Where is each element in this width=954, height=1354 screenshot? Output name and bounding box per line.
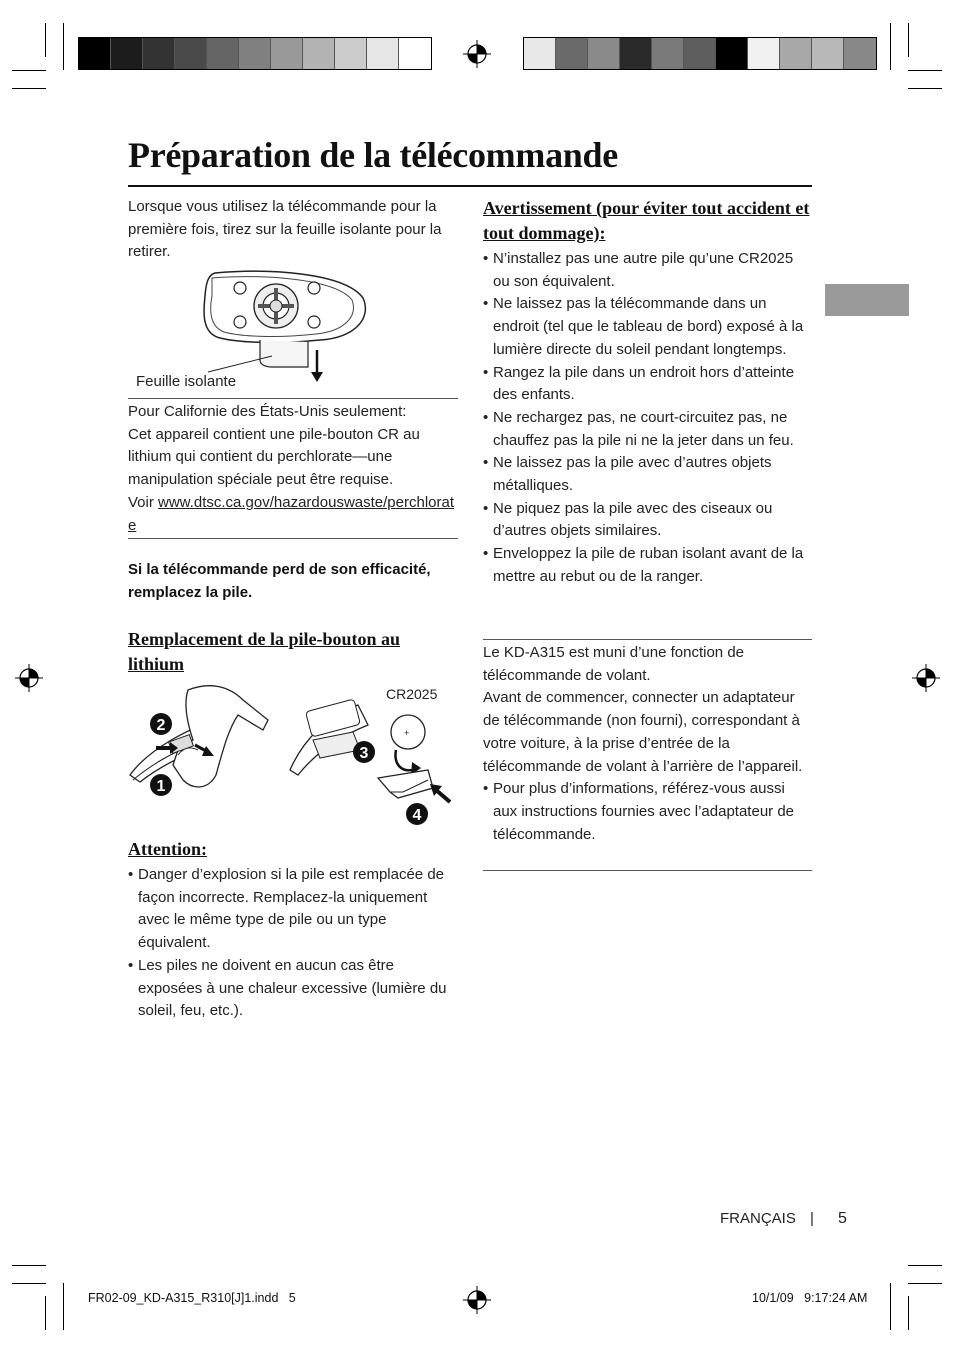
warning-item: • Ne piquez pas la pile avec des ciseaux ou d’autres objets similaires. bbox=[483, 498, 813, 543]
color-swatch bbox=[812, 38, 844, 69]
color-swatch bbox=[399, 38, 431, 69]
california-voir-line bbox=[128, 492, 458, 537]
warning-heading: Avertissement (pour éviter tout accident et tout dommage): bbox=[483, 198, 810, 243]
replacement-heading: Remplacement de la pile-bouton au lithium bbox=[128, 629, 400, 674]
step-1-badge bbox=[150, 774, 172, 796]
crop-mark bbox=[908, 70, 942, 71]
crop-mark bbox=[12, 1265, 46, 1266]
crop-mark bbox=[63, 23, 64, 70]
footer-separator: | bbox=[810, 1210, 814, 1227]
registration-mark-icon bbox=[912, 664, 940, 692]
steering-list bbox=[483, 778, 813, 846]
voir-label: Voir bbox=[128, 493, 159, 511]
attention-list bbox=[128, 864, 458, 1023]
section-tab-marker bbox=[825, 284, 909, 316]
step-2-number: 2 bbox=[156, 717, 166, 734]
step-3-badge bbox=[353, 741, 375, 763]
color-swatch bbox=[652, 38, 684, 69]
warning-item: • Rangez la pile dans un endroit hors d’atteinte des enfants. bbox=[483, 362, 813, 407]
warning-item: • Ne laissez pas la pile avec d’autres objets métalliques. bbox=[483, 452, 813, 497]
color-swatch bbox=[716, 38, 748, 69]
color-swatch bbox=[207, 38, 239, 69]
battery-type-label: CR2025 bbox=[386, 686, 438, 702]
color-swatch bbox=[524, 38, 556, 69]
divider bbox=[128, 538, 458, 539]
step-1-number: 1 bbox=[156, 778, 166, 795]
color-swatch bbox=[588, 38, 620, 69]
battery-replacement-illustration bbox=[128, 680, 458, 830]
california-line1: Pour Californie des États-Unis seulement: bbox=[128, 403, 407, 420]
crop-mark bbox=[908, 88, 942, 89]
color-swatch bbox=[748, 38, 780, 69]
color-calibration-bar-left bbox=[78, 37, 432, 70]
crop-mark bbox=[63, 1283, 64, 1330]
color-swatch bbox=[367, 38, 399, 69]
step-4-number: 4 bbox=[412, 807, 422, 824]
step-3-number: 3 bbox=[359, 745, 369, 762]
color-swatch bbox=[335, 38, 367, 69]
divider bbox=[483, 639, 812, 640]
crop-mark bbox=[908, 1296, 909, 1330]
crop-mark bbox=[45, 23, 46, 57]
registration-mark-icon bbox=[15, 664, 43, 692]
crop-mark bbox=[908, 23, 909, 57]
attention-item: • Les piles ne doivent en aucun cas être exposées à une chaleur excessive (lumière du soleil, feu, etc.). bbox=[128, 955, 458, 1023]
color-swatch bbox=[175, 38, 207, 69]
color-swatch bbox=[111, 38, 143, 69]
title-rule bbox=[128, 185, 812, 187]
color-swatch bbox=[844, 38, 876, 69]
crop-mark bbox=[12, 70, 46, 71]
steering-remote-section bbox=[483, 642, 813, 846]
crop-mark bbox=[12, 88, 46, 89]
steering-item: • Pour plus d’informations, référez-vous aussi aux instructions fournies avec l’adaptateur de télécommande. bbox=[483, 778, 813, 846]
page-number: 5 bbox=[838, 1210, 847, 1227]
color-swatch bbox=[780, 38, 812, 69]
warning-item: • Enveloppez la pile de ruban isolant avant de la mettre au rebut ou de la ranger. bbox=[483, 543, 813, 588]
remote-insulating-sheet-illustration bbox=[128, 268, 378, 388]
color-swatch bbox=[620, 38, 652, 69]
intro-paragraph: Lorsque vous utilisez la télécommande pour la première fois, tirez sur la feuille isolante pour la retirer. bbox=[128, 198, 442, 261]
efficiency-note: Si la télécommande perd de son efficacité, remplacez la pile. bbox=[128, 561, 431, 601]
color-swatch bbox=[79, 38, 111, 69]
step-4-badge bbox=[406, 803, 428, 825]
color-swatch bbox=[303, 38, 335, 69]
california-notice bbox=[128, 401, 458, 537]
attention-item: • Danger d’explosion si la pile est remplacée de façon incorrecte. Remplacez-la uniquement avec le même type de pile ou un type équivalent. bbox=[128, 864, 458, 955]
page-title: Préparation de la télécommande bbox=[128, 135, 618, 175]
warning-item: • N’installez pas une autre pile qu’une CR2025 ou son équivalent. bbox=[483, 248, 813, 293]
print-slug-file: FR02-09_KD-A315_R310[J]1.indd 5 bbox=[88, 1291, 296, 1305]
attention-heading: Attention: bbox=[128, 839, 207, 859]
crop-mark bbox=[890, 1283, 891, 1330]
crop-mark bbox=[908, 1265, 942, 1266]
color-swatch bbox=[684, 38, 716, 69]
california-body: Cet appareil contient une pile-bouton CR au lithium qui contient du perchlorate—une manipulation spéciale peut être requise. bbox=[128, 425, 420, 489]
steering-paragraph-2: Avant de commencer, connecter un adaptateur de télécommande (non fourni), correspondant à votre voiture, à la prise d’entrée de la télécommande de volant à l’arrière de l’appareil. bbox=[483, 689, 803, 775]
crop-mark bbox=[45, 1296, 46, 1330]
crop-mark bbox=[890, 23, 891, 70]
registration-mark-icon bbox=[463, 1286, 491, 1314]
color-swatch bbox=[239, 38, 271, 69]
perchlorate-link[interactable]: www.dtsc.ca.gov/hazardouswaste/perchlorate bbox=[128, 493, 454, 534]
color-swatch bbox=[143, 38, 175, 69]
warning-item: • Ne laissez pas la télécommande dans un endroit (tel que le tableau de bord) exposé à la lumière directe du soleil pendant longtemps. bbox=[483, 293, 813, 361]
color-swatch bbox=[271, 38, 303, 69]
warning-item: • Ne rechargez pas, ne court-circuitez pas, ne chauffez pas la pile ni ne la jeter dans un feu. bbox=[483, 407, 813, 452]
step-2-badge bbox=[150, 713, 172, 735]
print-slug-datetime: 10/1/09 9:17:24 AM bbox=[752, 1291, 868, 1305]
color-swatch bbox=[556, 38, 588, 69]
crop-mark bbox=[12, 1283, 46, 1284]
warning-list bbox=[483, 248, 813, 589]
crop-mark bbox=[908, 1283, 942, 1284]
insulating-sheet-label: Feuille isolante bbox=[136, 373, 237, 390]
footer-language: FRANÇAIS bbox=[720, 1210, 796, 1227]
color-calibration-bar-right bbox=[523, 37, 877, 70]
steering-paragraph-1: Le KD-A315 est muni d’une fonction de télécommande de volant. bbox=[483, 644, 744, 684]
divider bbox=[483, 870, 812, 871]
divider bbox=[128, 398, 458, 399]
registration-mark-icon bbox=[463, 40, 491, 68]
plus-symbol-icon: + bbox=[404, 728, 410, 738]
